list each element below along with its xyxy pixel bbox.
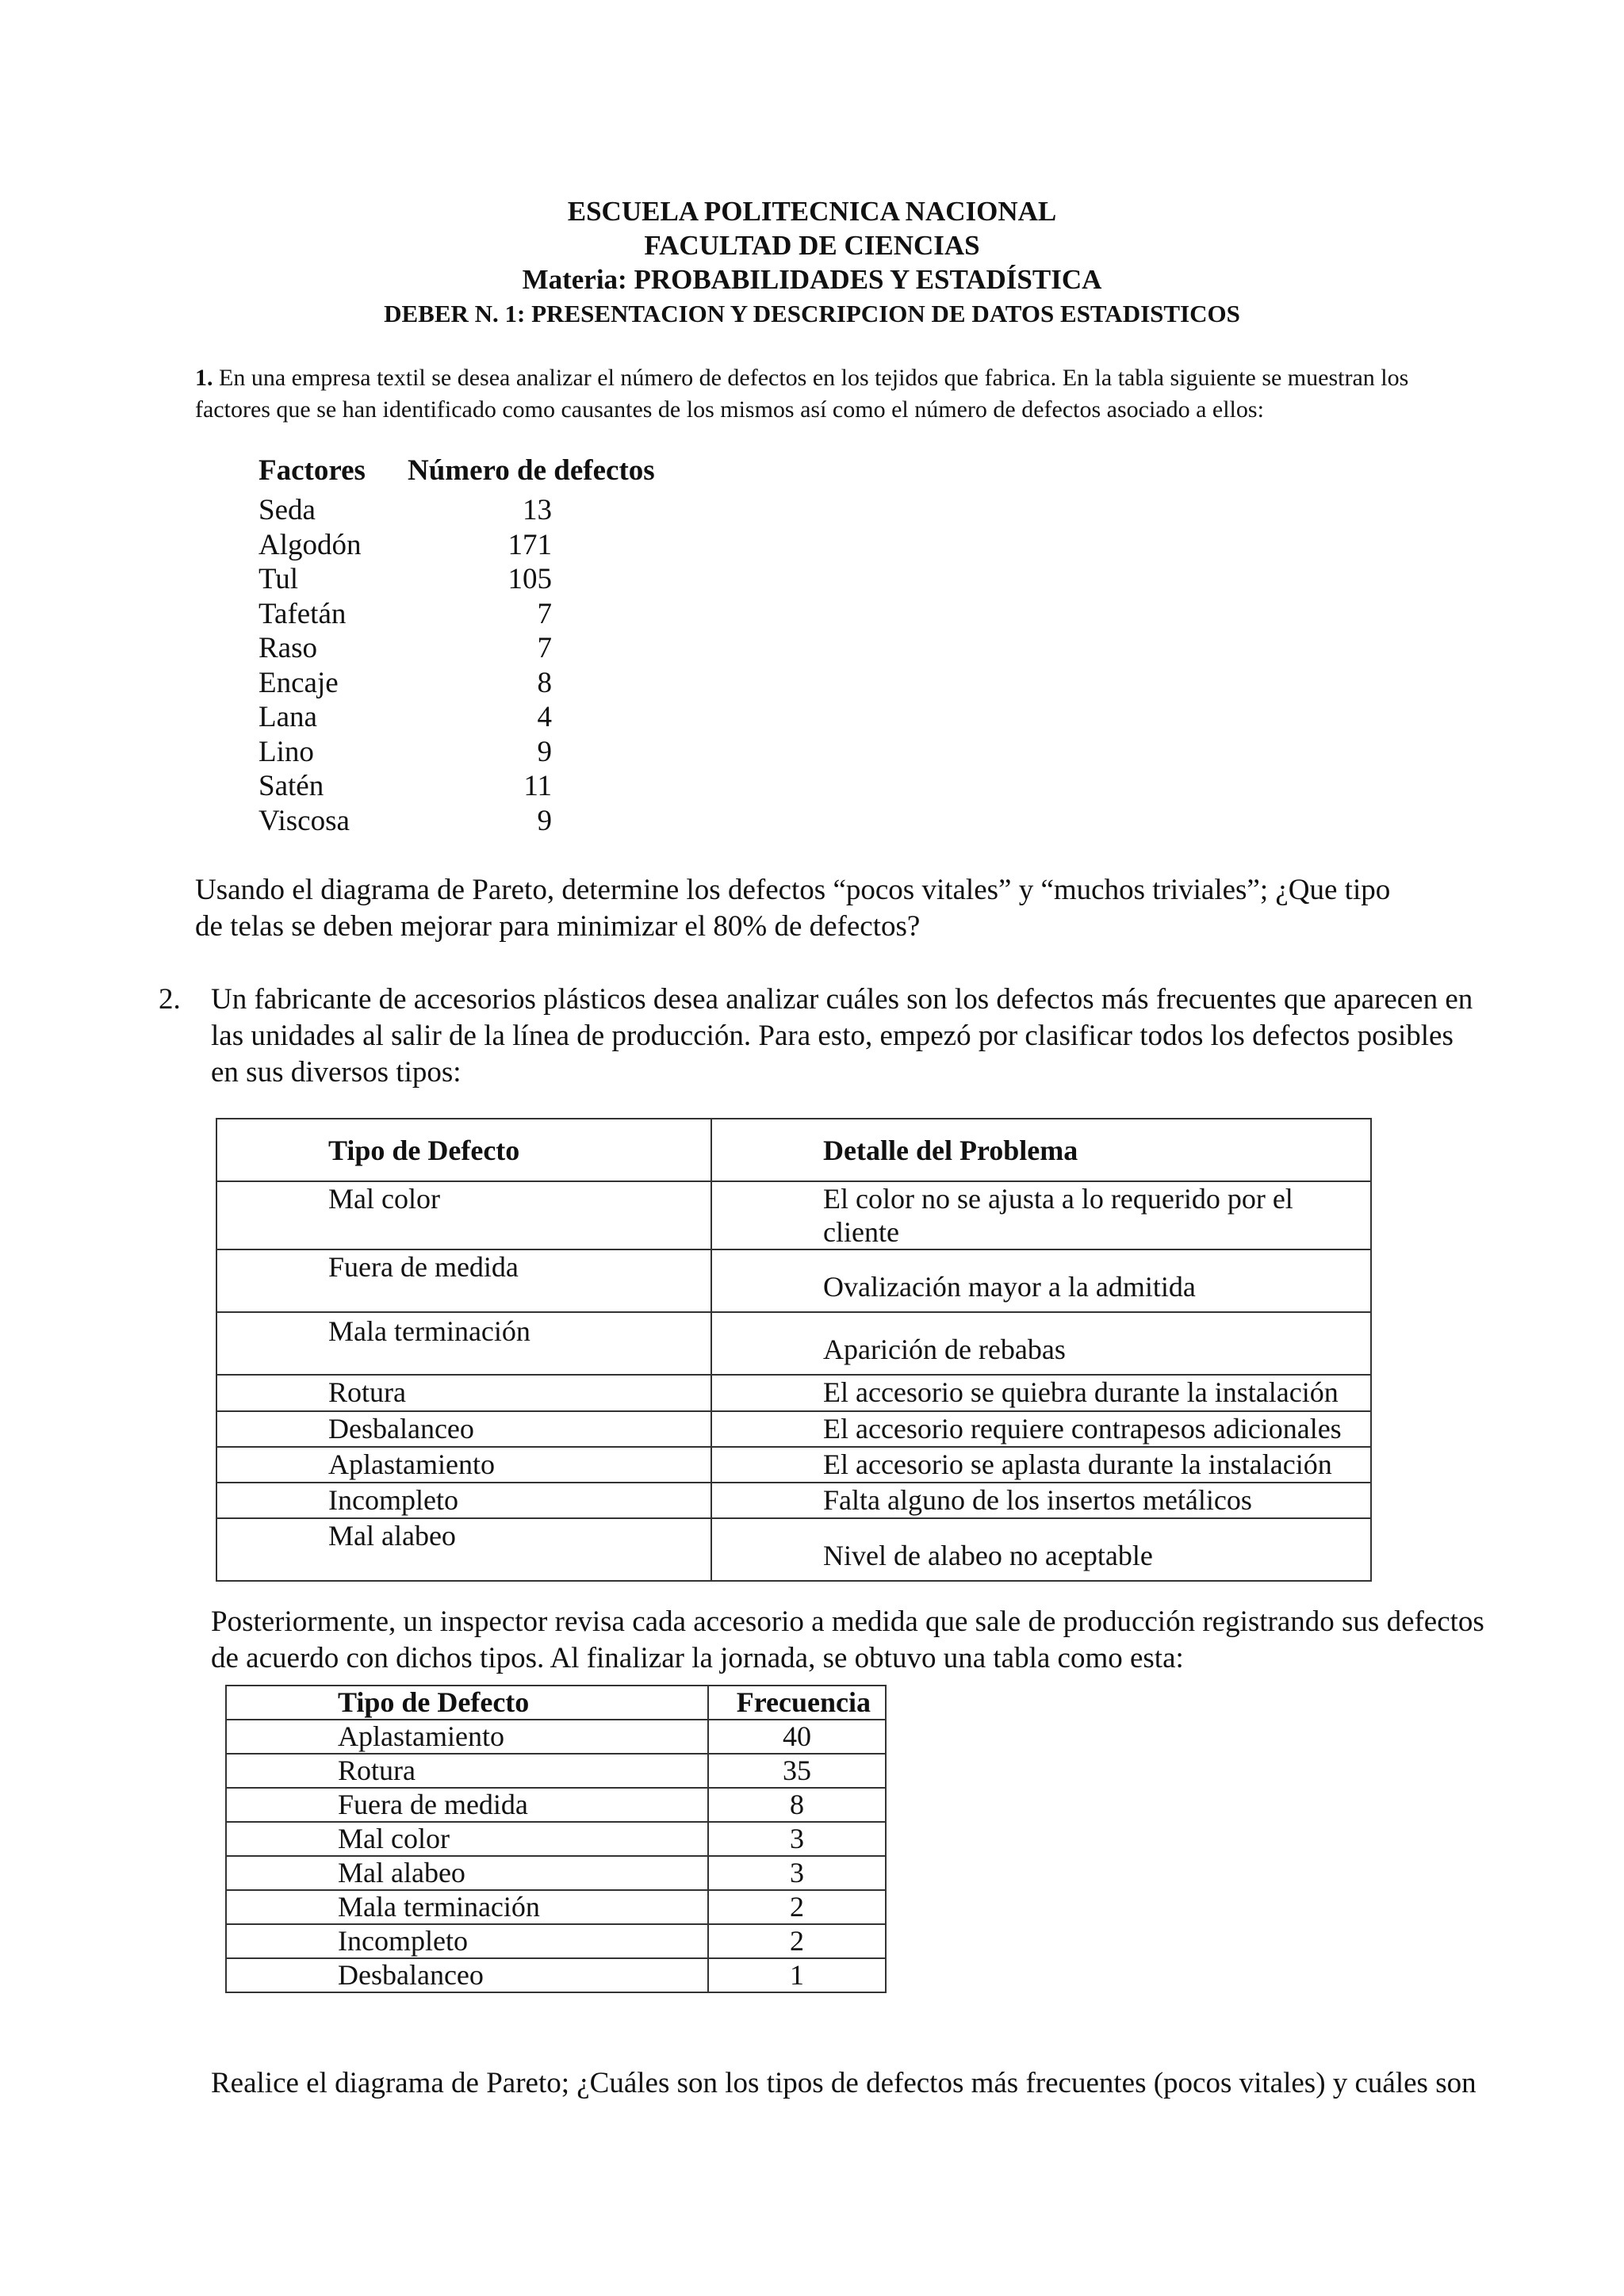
table-row [226, 1822, 886, 1856]
factor-count: 105 [508, 563, 552, 595]
defect-type: Mal color [226, 1822, 708, 1856]
defect-detail: El accesorio se aplasta durante la instalación [711, 1447, 1371, 1483]
factor-name: Encaje [259, 666, 339, 699]
defect-detail: El accesorio requiere contrapesos adicionales [711, 1411, 1371, 1447]
q2-middle-line1: Posteriormente, un inspector revisa cada accesorio a medida que sale de producción registrando sus defectos [211, 1605, 1484, 1638]
q2-intro-line1: Un fabricante de accesorios plásticos desea analizar cuáles son los defectos más frecuentes que aparecen en [211, 983, 1473, 1016]
table-row [216, 1249, 1371, 1312]
defect-type: Aplastamiento [226, 1720, 708, 1754]
header-subject: Materia: PROBABILIDADES Y ESTADÍSTICA [522, 264, 1102, 295]
q1-question [195, 872, 1543, 945]
table-row [226, 1856, 886, 1890]
header-faculty: FACULTAD DE CIENCIAS [644, 230, 980, 261]
factor-name: Algodón [259, 528, 362, 561]
defect-frequency: 40 [708, 1720, 886, 1754]
table-row [216, 1181, 1371, 1249]
table-row [216, 1518, 1371, 1581]
defect-type: Mal alabeo [226, 1856, 708, 1890]
defect-detail: El color no se ajusta a lo requerido por el cliente [711, 1181, 1371, 1249]
factor-name: Lino [259, 735, 314, 768]
factor-name: Viscosa [259, 804, 350, 837]
defect-frequency: 2 [708, 1890, 886, 1924]
defect-type: Mal color [216, 1181, 711, 1249]
factor-name: Raso [259, 632, 317, 664]
defect-frequency: 1 [708, 1958, 886, 1992]
factor-count: 11 [523, 770, 552, 802]
table-row [226, 1754, 886, 1788]
defect-frequency: 3 [708, 1822, 886, 1856]
col-frecuencia: Frecuencia [708, 1686, 886, 1720]
table-header-row [226, 1686, 886, 1720]
q1-intro [195, 362, 1432, 426]
defect-type: Fuera de medida [216, 1249, 711, 1312]
defect-type: Rotura [216, 1375, 711, 1411]
defect-type: Mala terminación [226, 1890, 708, 1924]
defect-detail: El accesorio se quiebra durante la instalación [711, 1375, 1371, 1411]
defect-frequency: 8 [708, 1788, 886, 1822]
table-row [226, 1788, 886, 1822]
document-header [0, 194, 1624, 331]
table-row [216, 1483, 1371, 1518]
col-tipo-defecto: Tipo de Defecto [226, 1686, 708, 1720]
q1-question-line1: Usando el diagrama de Pareto, determine los defectos “pocos vitales” y “muchos triviales”; ¿Que tipo [195, 874, 1391, 906]
defect-type: Mal alabeo [216, 1518, 711, 1581]
factor-count: 4 [537, 701, 552, 733]
q2-intro-line3: en sus diversos tipos: [211, 1056, 462, 1089]
defect-type: Mala terminación [216, 1312, 711, 1375]
table-row [216, 1447, 1371, 1483]
defect-type: Aplastamiento [216, 1447, 711, 1483]
q1-intro-text: En una empresa textil se desea analizar el número de defectos en los tejidos que fabrica. En la tabla siguiente se muestran los factores que se han identificado como causantes de los mismos así como el número de defectos asociado a ellos: [195, 365, 1409, 423]
factor-name: Tul [259, 563, 299, 595]
table-row [226, 1890, 886, 1924]
table-row [216, 1312, 1371, 1375]
col-tipo-defecto: Tipo de Defecto [216, 1119, 711, 1181]
table-row [226, 1958, 886, 1992]
defect-type: Desbalanceo [226, 1958, 708, 1992]
header-institution: ESCUELA POLITECNICA NACIONAL [567, 196, 1057, 227]
defect-frequency: 3 [708, 1856, 886, 1890]
factor-name: Seda [259, 494, 316, 526]
q2-middle-line2: de acuerdo con dichos tipos. Al finalizar la jornada, se obtuvo una tabla como esta: [211, 1642, 1184, 1674]
col-numero-defectos: Número de defectos [408, 454, 655, 487]
table-row [216, 1375, 1371, 1411]
table-row [226, 1924, 886, 1958]
defect-detail: Falta alguno de los insertos metálicos [711, 1483, 1371, 1518]
frequency-table [225, 1685, 887, 1993]
factor-count: 9 [537, 804, 552, 837]
table-header-row [216, 1119, 1371, 1181]
defect-type: Desbalanceo [216, 1411, 711, 1447]
q2-closing: Realice el diagrama de Pareto; ¿Cuáles son los tipos de defectos más frecuentes (pocos vitales) y cuáles son [211, 2067, 1477, 2099]
q1-number: 1. [195, 365, 213, 391]
defect-type: Fuera de medida [226, 1788, 708, 1822]
factor-name: Satén [259, 770, 324, 802]
table-row [216, 1411, 1371, 1447]
defect-type: Rotura [226, 1754, 708, 1788]
q1-question-line2: de telas se deben mejorar para minimizar el 80% de defectos? [195, 910, 921, 943]
header-assignment: DEBER N. 1: PRESENTACION Y DESCRIPCION DE DATOS ESTADISTICOS [384, 300, 1240, 327]
q2-middle-text [211, 1604, 1607, 1677]
table-row [226, 1720, 886, 1754]
col-detalle-problema: Detalle del Problema [711, 1119, 1371, 1181]
col-factores: Factores [259, 454, 366, 487]
defect-frequency: 35 [708, 1754, 886, 1788]
q2-intro [211, 982, 1591, 1091]
factor-name: Tafetán [259, 597, 347, 630]
factor-name: Lana [259, 701, 317, 733]
factor-count: 8 [537, 666, 552, 699]
factor-count: 7 [537, 632, 552, 664]
factor-count: 13 [523, 494, 552, 526]
defect-detail: Nivel de alabeo no aceptable [711, 1518, 1371, 1581]
defect-type: Incompleto [226, 1924, 708, 1958]
factor-count: 7 [537, 597, 552, 630]
defect-detail: Aparición de rebabas [711, 1312, 1371, 1375]
q2-intro-line2: las unidades al salir de la línea de producción. Para esto, empezó por clasificar todos los defectos posibles [211, 1020, 1454, 1052]
defect-detail: Ovalización mayor a la admitida [711, 1249, 1371, 1312]
defect-type: Incompleto [216, 1483, 711, 1518]
q2-number: 2. [159, 983, 181, 1016]
factor-count: 171 [508, 528, 552, 561]
factor-count: 9 [537, 735, 552, 768]
defect-frequency: 2 [708, 1924, 886, 1958]
defect-types-table [216, 1118, 1372, 1582]
